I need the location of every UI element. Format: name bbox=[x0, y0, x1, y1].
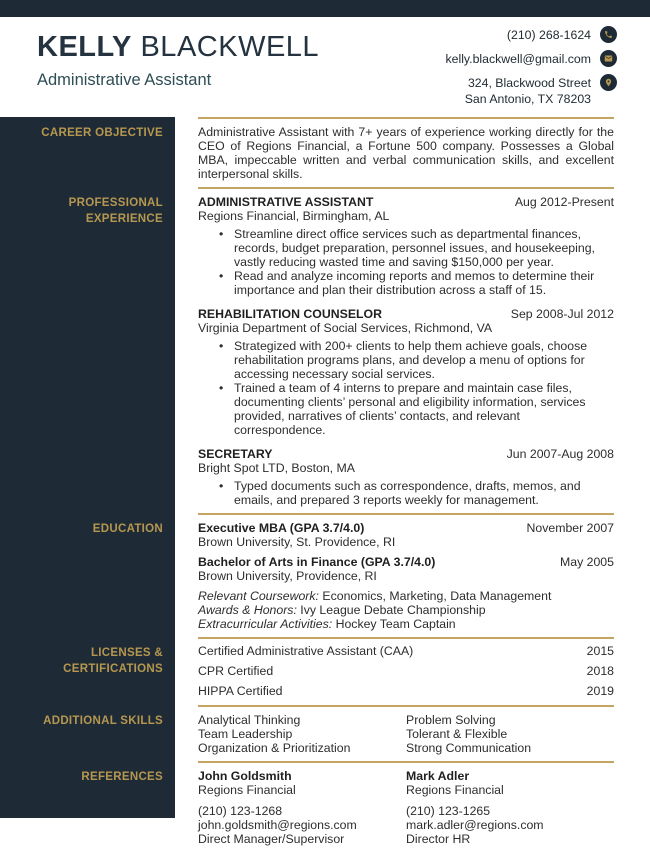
license-row bbox=[198, 661, 614, 681]
contact-address-row bbox=[465, 73, 617, 107]
extra-value: Hockey Team Captain bbox=[332, 617, 456, 631]
skill-item: Organization & Prioritization bbox=[198, 741, 351, 755]
contact-block bbox=[445, 25, 617, 107]
resume-header bbox=[0, 17, 650, 117]
reference-company: Regions Financial bbox=[406, 783, 504, 797]
license-name: Certified Administrative Assistant (CAA) bbox=[198, 644, 414, 658]
sidebar-label-education: EDUCATION bbox=[92, 523, 163, 535]
section-professional-experience bbox=[0, 187, 650, 513]
job-title: ADMINISTRATIVE ASSISTANT bbox=[198, 195, 374, 209]
job-company: Regions Financial, Birmingham, AL bbox=[198, 209, 390, 223]
reference-name: Mark Adler bbox=[406, 769, 470, 783]
job-bullets bbox=[198, 339, 614, 437]
job-bullet: • Streamline direct office services such as departmental finances, records, budget preparation, personnel issues, and housekeeping, vastly reducing wasted time and saving $150,000 per year. bbox=[234, 227, 614, 269]
job-bullets bbox=[198, 227, 614, 297]
skills-column-2 bbox=[406, 713, 614, 755]
extra-value: Ivy League Debate Championship bbox=[296, 603, 486, 617]
license-row bbox=[198, 641, 614, 661]
reference-company: Regions Financial bbox=[198, 783, 296, 797]
education-extra-row bbox=[198, 617, 614, 631]
degree-entry bbox=[198, 555, 614, 583]
address bbox=[465, 73, 591, 107]
person-job-title: Administrative Assistant bbox=[37, 71, 212, 89]
reference-entry bbox=[406, 769, 614, 846]
reference-entry bbox=[198, 769, 406, 846]
reference-role: Direct Manager/Supervisor bbox=[198, 832, 345, 846]
sidebar-label-professional-experience: PROFESSIONAL EXPERIENCE bbox=[68, 197, 163, 226]
degree-title: Bachelor of Arts in Finance (GPA 3.7/4.0) bbox=[198, 555, 436, 569]
job-bullet: • Strategized with 200+ clients to help them achieve goals, choose rehabilitation programs plans, and develop a menu of options for accessing necessary social services. bbox=[234, 339, 614, 381]
location-icon bbox=[600, 74, 617, 91]
skills-column-1 bbox=[198, 713, 406, 755]
degree-school: Brown University, St. Providence, RI bbox=[198, 535, 396, 549]
license-year: 2019 bbox=[586, 684, 614, 698]
degree-dates: November 2007 bbox=[526, 521, 614, 535]
reference-email: john.goldsmith@regions.com bbox=[198, 818, 357, 832]
job-dates: Aug 2012-Present bbox=[514, 195, 614, 209]
license-year: 2018 bbox=[586, 664, 614, 678]
reference-phone: (210) 123-1268 bbox=[198, 804, 283, 818]
sidebar-label-career-objective: CAREER OBJECTIVE bbox=[41, 127, 163, 139]
degree-dates: May 2005 bbox=[559, 555, 614, 569]
phone-number: (210) 268-1624 bbox=[506, 28, 591, 42]
job-entry bbox=[198, 195, 614, 297]
contact-phone-row bbox=[507, 25, 617, 43]
resume-body bbox=[0, 117, 650, 852]
address-line-1: 324, Blackwood Street bbox=[467, 76, 591, 90]
reference-email: mark.adler@regions.com bbox=[406, 818, 544, 832]
license-name: HIPPA Certified bbox=[198, 684, 283, 698]
section-additional-skills bbox=[0, 705, 650, 761]
reference-name: John Goldsmith bbox=[198, 769, 292, 783]
sidebar-label-licenses-certifications: LICENSES & CERTIFICATIONS bbox=[63, 647, 163, 676]
extra-label: Extracurricular Activities: bbox=[198, 617, 333, 631]
job-bullets bbox=[198, 479, 614, 507]
sidebar-label-references: REFERENCES bbox=[81, 771, 163, 783]
education-extra-row bbox=[198, 589, 614, 603]
degree-title: Executive MBA (GPA 3.7/4.0) bbox=[198, 521, 365, 535]
section-references bbox=[0, 761, 650, 852]
skill-item: Strong Communication bbox=[406, 741, 532, 755]
top-accent-bar bbox=[0, 0, 650, 17]
degree-school: Brown University, Providence, RI bbox=[198, 569, 377, 583]
section-career-objective bbox=[0, 117, 650, 187]
sidebar-label-additional-skills: ADDITIONAL SKILLS bbox=[43, 715, 163, 727]
skill-item: Analytical Thinking bbox=[198, 713, 301, 727]
job-entry bbox=[198, 447, 614, 507]
section-licenses-certifications bbox=[0, 637, 650, 705]
job-title: REHABILITATION COUNSELOR bbox=[198, 307, 382, 321]
license-row bbox=[198, 681, 614, 701]
reference-contact bbox=[198, 804, 406, 846]
email-address: kelly.blackwell@gmail.com bbox=[445, 52, 591, 66]
section-education bbox=[0, 513, 650, 637]
person-name bbox=[37, 31, 319, 64]
job-title: SECRETARY bbox=[198, 447, 273, 461]
name-block bbox=[37, 31, 319, 90]
reference-contact bbox=[406, 804, 614, 846]
extra-label: Relevant Coursework: bbox=[198, 589, 319, 603]
reference-role: Director HR bbox=[406, 832, 471, 846]
first-name: KELLY bbox=[37, 31, 132, 63]
objective-text: Administrative Assistant with 7+ years of experience working directly for the CEO of Regions Financial, a Fortune 500 company. Possesses a Global MBA, impeccable written and verbal communication skills, and excellent interpersonal skills. bbox=[198, 125, 614, 181]
contact-email-row bbox=[445, 49, 617, 67]
degree-entry bbox=[198, 521, 614, 549]
skill-item: Team Leadership bbox=[198, 727, 293, 741]
job-bullet: • Trained a team of 4 interns to prepare and maintain case files, documenting clients’ personal and eligibility information, services provided, narratives of clients’ contacts, and relevant correspondence. bbox=[234, 381, 614, 437]
job-dates: Sep 2008-Jul 2012 bbox=[510, 307, 614, 321]
job-entry bbox=[198, 307, 614, 437]
license-year: 2015 bbox=[586, 644, 614, 658]
address-line-2: San Antonio, TX 78203 bbox=[464, 92, 591, 106]
job-company: Bright Spot LTD, Boston, MA bbox=[198, 461, 355, 475]
job-bullet: • Typed documents such as correspondence, drafts, memos, and emails, and prepared 3 reports weekly for management. bbox=[234, 479, 614, 507]
email-icon bbox=[600, 50, 617, 67]
last-name: BLACKWELL bbox=[140, 31, 320, 63]
extra-value: Economics, Marketing, Data Management bbox=[318, 589, 552, 603]
education-extras bbox=[198, 589, 614, 631]
job-bullet: • Read and analyze incoming reports and memos to determine their importance and plan their distribution across a staff of 15. bbox=[234, 269, 614, 297]
skill-item: Tolerant & Flexible bbox=[406, 727, 508, 741]
job-company: Virginia Department of Social Services, Richmond, VA bbox=[198, 321, 493, 335]
reference-phone: (210) 123-1265 bbox=[406, 804, 491, 818]
license-name: CPR Certified bbox=[198, 664, 274, 678]
skill-item: Problem Solving bbox=[406, 713, 496, 727]
education-extra-row bbox=[198, 603, 614, 617]
phone-icon bbox=[600, 26, 617, 43]
job-dates: Jun 2007-Aug 2008 bbox=[506, 447, 614, 461]
extra-label: Awards & Honors: bbox=[198, 603, 297, 617]
